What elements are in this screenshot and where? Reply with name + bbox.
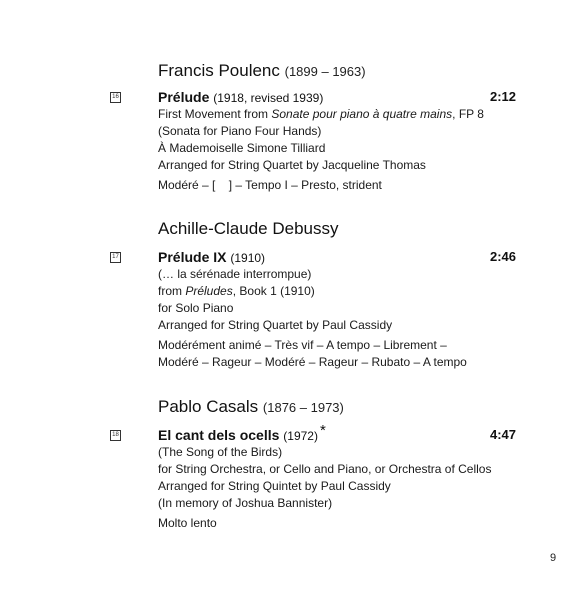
- detail-text: , Book 1 (1910): [232, 284, 315, 298]
- work-detail-line: [158, 106, 516, 123]
- tempo-markings: Modérément animé – Très vif – A tempo – Librement –: [158, 338, 447, 352]
- work-title: Prélude IX: [158, 249, 227, 265]
- work-year: (1972): [283, 429, 318, 443]
- detail-italic-text: Sonate pour piano à quatre mains: [271, 107, 453, 121]
- work-title: Prélude: [158, 89, 210, 105]
- work-detail-line: Arranged for String Quintet by Paul Cassidy: [158, 479, 391, 493]
- composer-name: Achille-Claude Debussy: [158, 219, 339, 238]
- work-detail-line: À Mademoiselle Simone Tilliard: [158, 141, 326, 155]
- detail-text: from: [158, 284, 186, 298]
- composer-heading: [158, 219, 338, 239]
- composer-name: Pablo Casals: [158, 397, 259, 416]
- composer-dates: (1876 – 1973): [262, 400, 344, 415]
- track-duration: 2:46: [489, 249, 516, 264]
- tempo-markings: Molto lento: [158, 516, 217, 530]
- work-detail-line: Arranged for String Quartet by Paul Cassidy: [158, 318, 393, 332]
- composer-heading: [158, 397, 344, 417]
- work-title: El cant dels ocells: [158, 427, 280, 443]
- work-title-row: [158, 88, 516, 106]
- asterisk-mark: *: [319, 422, 326, 439]
- work-title-row: [158, 248, 516, 266]
- tempo-markings: Modéré – Rageur – Modéré – Rageur – Rubato – A tempo: [158, 355, 467, 369]
- work-detail-line: (Sonata for Piano Four Hands): [158, 124, 322, 138]
- track-duration: 2:12: [489, 89, 516, 104]
- work-detail-line: for String Orchestra, or Cello and Piano, or Orchestra of Cellos: [158, 462, 492, 476]
- detail-italic-text: Préludes: [185, 284, 233, 298]
- work-year: (1910): [230, 251, 266, 265]
- work-detail-line: Arranged for String Quartet by Jacqueline Thomas: [158, 158, 426, 172]
- work-entry: [158, 248, 516, 371]
- work-detail-line: (The Song of the Birds): [158, 445, 283, 459]
- work-year: (1918, revised 1939): [213, 91, 324, 105]
- track-number-badge: 17: [110, 252, 121, 263]
- work-detail-line: (… la sérénade interrompue): [158, 267, 312, 281]
- tempo-markings: Modéré – [ ] – Tempo I – Presto, strident: [158, 178, 382, 192]
- composer-dates: (1899 – 1963): [284, 64, 366, 79]
- work-entry: [158, 88, 516, 194]
- work-detail-line: for Solo Piano: [158, 301, 234, 315]
- composer-heading: [158, 61, 366, 81]
- work-detail-line: [158, 283, 516, 300]
- track-duration: 4:47: [489, 427, 516, 442]
- track-number-badge: 18: [110, 430, 121, 441]
- page-number: 9: [550, 552, 557, 564]
- work-detail-line: (In memory of Joshua Bannister): [158, 496, 333, 510]
- composer-name: Francis Poulenc: [158, 61, 280, 80]
- work-title-row: [158, 422, 516, 444]
- work-entry: [158, 422, 516, 532]
- detail-text: First Movement from: [158, 107, 272, 121]
- detail-text: , FP 8: [452, 107, 484, 121]
- track-number-badge: 16: [110, 92, 121, 103]
